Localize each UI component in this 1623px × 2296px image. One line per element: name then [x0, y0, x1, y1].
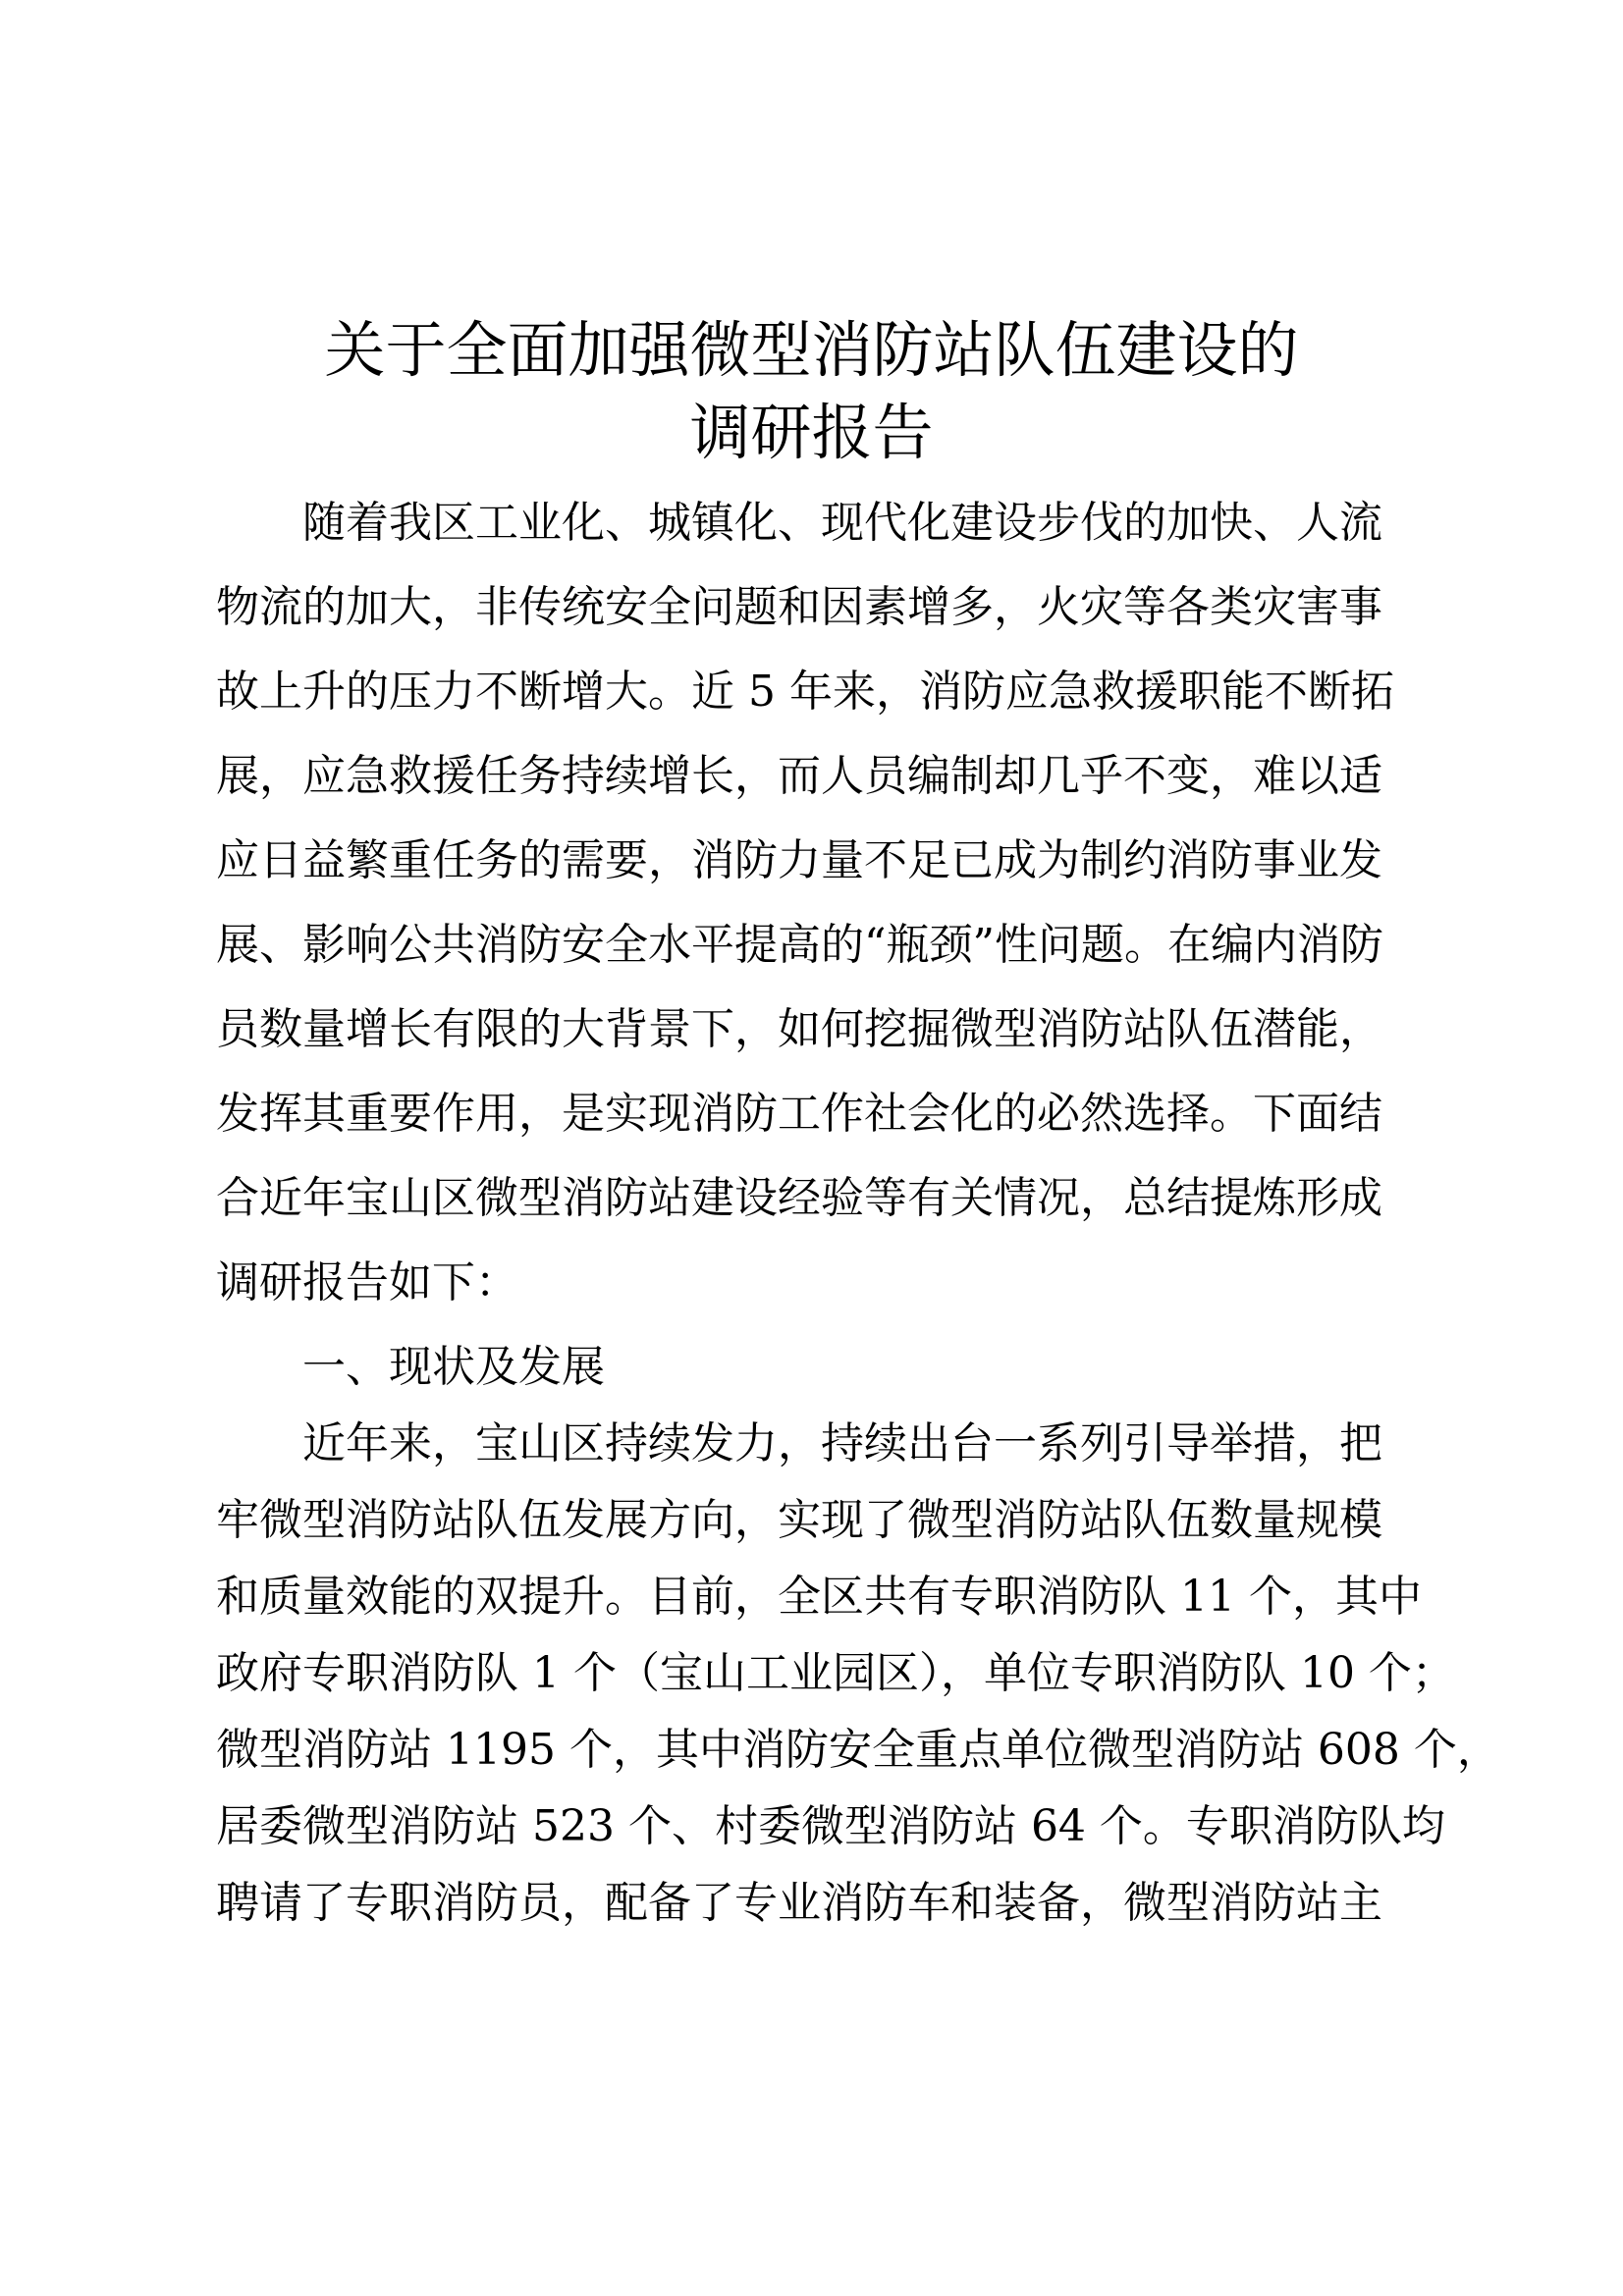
paragraph-line: 发挥其重要作用，是实现消防工作社会化的必然选择。下面结 — [216, 1089, 1382, 1139]
paragraph-line: 牢微型消防站队伍发展方向，实现了微型消防站队伍数量规模 — [216, 1495, 1382, 1545]
paragraph-line: 展、影响公共消防安全水平提高的“瓶颈”性问题。在编内消防 — [216, 920, 1383, 970]
paragraph-line: 居委微型消防站 523 个、村委微型消防站 64 个。专职消防队均 — [216, 1801, 1445, 1851]
paragraph-line: 调研报告如下： — [216, 1257, 518, 1308]
document-title-line-1: 关于全面加强微型消防站队伍建设的 — [324, 314, 1299, 386]
section-heading: 一、现状及发展 — [302, 1342, 605, 1392]
paragraph-line: 故上升的压力不断增大。近 5 年来，消防应急救援职能不断拓 — [216, 667, 1394, 717]
paragraph-line: 展，应急救援任务持续增长，而人员编制却几乎不变，难以适 — [216, 751, 1382, 801]
paragraph-line: 合近年宝山区微型消防站建设经验等有关情况，总结提炼形成 — [216, 1173, 1382, 1223]
paragraph-line: 微型消防站 1195 个，其中消防安全重点单位微型消防站 608 个， — [216, 1725, 1500, 1775]
paragraph-line: 应日益繁重任务的需要，消防力量不足已成为制约消防事业发 — [216, 835, 1382, 885]
paragraph-line: 随着我区工业化、城镇化、现代化建设步伐的加快、人流 — [302, 498, 1382, 548]
paragraph-line: 政府专职消防队 1 个（宝山工业园区），单位专职消防队 10 个； — [216, 1648, 1455, 1698]
paragraph-line: 物流的加大，非传统安全问题和因素增多，火灾等各类灾害事 — [216, 582, 1382, 632]
paragraph-line: 员数量增长有限的大背景下，如何挖掘微型消防站队伍潜能， — [216, 1004, 1382, 1054]
paragraph-line: 聘请了专职消防员，配备了专业消防车和装备，微型消防站主 — [216, 1878, 1382, 1928]
document-title-line-2: 调研报告 — [689, 397, 934, 468]
paragraph-line: 近年来，宝山区持续发力，持续出台一系列引导举措，把 — [302, 1418, 1382, 1468]
paragraph-line: 和质量效能的双提升。目前，全区共有专职消防队 11 个，其中 — [216, 1572, 1422, 1622]
